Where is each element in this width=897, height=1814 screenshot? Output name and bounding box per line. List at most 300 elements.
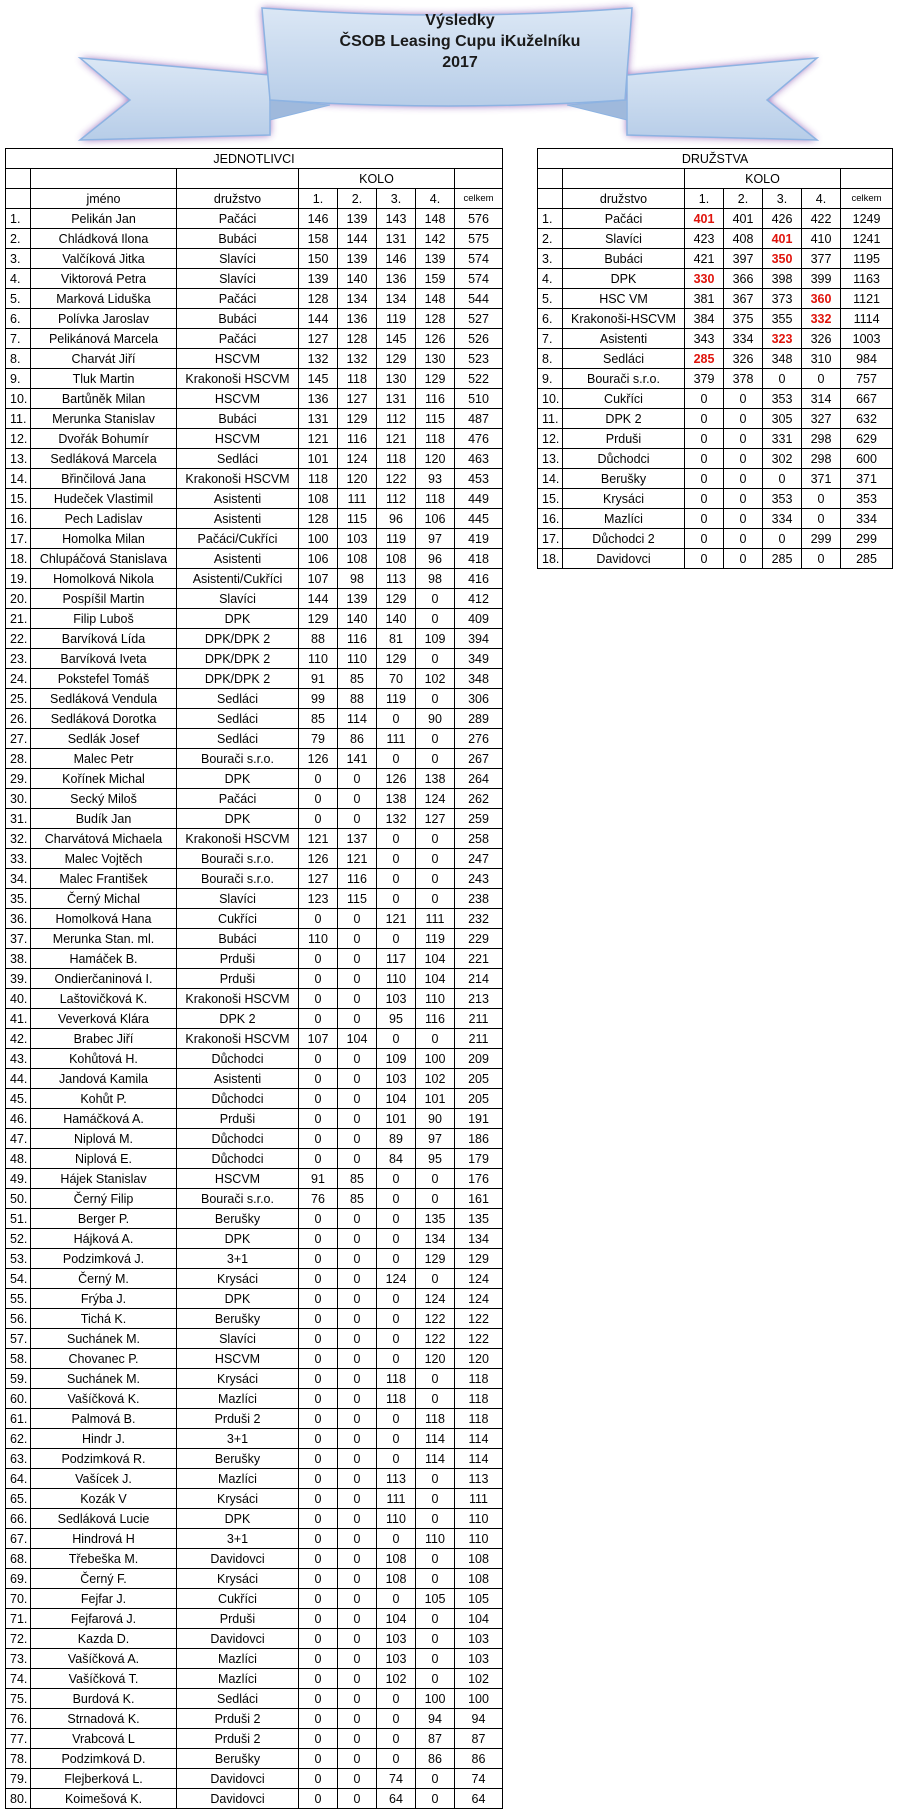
cell-round-2: 0: [338, 1449, 377, 1469]
table-row: [6, 1029, 503, 1049]
header-name: jméno: [31, 189, 177, 209]
cell-round-3: 398: [763, 269, 802, 289]
cell-total: 419: [455, 529, 503, 549]
cell-name: Kohůtová H.: [31, 1049, 177, 1069]
table-row: [6, 789, 503, 809]
cell-round-4: 0: [416, 1649, 455, 1669]
individuals-kolo-label: KOLO: [299, 169, 455, 189]
cell-round-4: 327: [802, 409, 841, 429]
cell-rank: 47.: [6, 1129, 31, 1149]
cell-round-2: 86: [338, 729, 377, 749]
cell-team: Davidovci: [177, 1769, 299, 1789]
cell-rank: 45.: [6, 1089, 31, 1109]
individuals-title-row: [6, 149, 503, 169]
cell-name: Marková Liduška: [31, 289, 177, 309]
cell-team: Cukříci: [177, 1589, 299, 1609]
cell-round-4: 114: [416, 1449, 455, 1469]
cell-round-1: 79: [299, 729, 338, 749]
cell-team: Mazlíci: [177, 1389, 299, 1409]
cell-total: 211: [455, 1009, 503, 1029]
cell-rank: 40.: [6, 989, 31, 1009]
cell-rank: 43.: [6, 1049, 31, 1069]
cell-round-1: 158: [299, 229, 338, 249]
cell-round-4: 105: [416, 1589, 455, 1609]
cell-total: 523: [455, 349, 503, 369]
table-row: [6, 309, 503, 329]
cell-total: 409: [455, 609, 503, 629]
cell-total: 135: [455, 1209, 503, 1229]
cell-rank: 55.: [6, 1289, 31, 1309]
cell-team: Mazlíci: [177, 1669, 299, 1689]
cell-round-1: 0: [299, 1229, 338, 1249]
cell-round-2: 408: [724, 229, 763, 249]
cell-round-3: 111: [377, 729, 416, 749]
cell-team: Prduši: [177, 969, 299, 989]
cell-rank: 75.: [6, 1689, 31, 1709]
cell-round-1: 0: [299, 1769, 338, 1789]
cell-name: Fejfar J.: [31, 1589, 177, 1609]
cell-team: Bubáci: [177, 409, 299, 429]
table-row: [6, 1529, 503, 1549]
cell-round-4: 0: [416, 1789, 455, 1809]
cell-round-2: 375: [724, 309, 763, 329]
cell-total: 487: [455, 409, 503, 429]
cell-round-2: 139: [338, 589, 377, 609]
cell-round-4: 0: [416, 689, 455, 709]
cell-round-1: 91: [299, 669, 338, 689]
cell-round-3: 0: [377, 1349, 416, 1369]
cell-round-4: 124: [416, 1289, 455, 1309]
cell-round-1: 0: [299, 1629, 338, 1649]
cell-round-2: 103: [338, 529, 377, 549]
cell-round-3: 0: [377, 1029, 416, 1049]
cell-round-1: 0: [685, 449, 724, 469]
cell-rank: 9.: [6, 369, 31, 389]
cell-round-3: 104: [377, 1089, 416, 1109]
cell-round-1: 118: [299, 469, 338, 489]
cell-round-1: 101: [299, 449, 338, 469]
table-row: [6, 1109, 503, 1129]
table-row: [538, 349, 893, 369]
individuals-kolo-row: [6, 169, 503, 189]
table-row: [538, 389, 893, 409]
cell-round-2: 140: [338, 269, 377, 289]
cell-round-1: 401: [685, 209, 724, 229]
cell-round-1: 423: [685, 229, 724, 249]
cell-round-3: 0: [377, 1729, 416, 1749]
cell-total: 544: [455, 289, 503, 309]
cell-round-1: 0: [299, 1249, 338, 1269]
cell-rank: 24.: [6, 669, 31, 689]
cell-total: 110: [455, 1529, 503, 1549]
cell-round-3: 0: [377, 1589, 416, 1609]
table-row: [6, 1169, 503, 1189]
cell-team: Důchodci: [177, 1129, 299, 1149]
cell-round-3: 104: [377, 1609, 416, 1629]
cell-rank: 16.: [538, 509, 563, 529]
cell-round-3: 323: [763, 329, 802, 349]
cell-name: Budík Jan: [31, 809, 177, 829]
cell-rank: 22.: [6, 629, 31, 649]
cell-round-1: 379: [685, 369, 724, 389]
cell-rank: 11.: [538, 409, 563, 429]
cell-round-1: 0: [299, 1269, 338, 1289]
cell-round-1: 0: [299, 1709, 338, 1729]
cell-round-4: 0: [416, 609, 455, 629]
table-row: [538, 429, 893, 449]
cell-team: Prduši: [177, 949, 299, 969]
cell-team: Sedláci: [177, 1689, 299, 1709]
cell-round-4: 0: [416, 729, 455, 749]
cell-round-1: 381: [685, 289, 724, 309]
cell-round-3: 0: [377, 829, 416, 849]
cell-name: Fejfarová J.: [31, 1609, 177, 1629]
cell-round-1: 85: [299, 709, 338, 729]
cell-rank: 15.: [538, 489, 563, 509]
cell-round-2: 0: [338, 1749, 377, 1769]
cell-rank: 19.: [6, 569, 31, 589]
cell-name: Kozák V: [31, 1489, 177, 1509]
table-row: [6, 1729, 503, 1749]
cell-total: 394: [455, 629, 503, 649]
cell-total: 629: [841, 429, 893, 449]
cell-round-2: 0: [338, 809, 377, 829]
table-row: [6, 1789, 503, 1809]
cell-rank: 48.: [6, 1149, 31, 1169]
cell-round-4: 129: [416, 1249, 455, 1269]
cell-rank: 6.: [538, 309, 563, 329]
banner-line-1: Výsledky: [425, 12, 495, 29]
cell-total: 111: [455, 1489, 503, 1509]
cell-round-3: 113: [377, 569, 416, 589]
cell-round-2: 115: [338, 889, 377, 909]
cell-round-4: 104: [416, 949, 455, 969]
cell-rank: 1.: [538, 209, 563, 229]
cell-rank: 35.: [6, 889, 31, 909]
cell-round-3: 131: [377, 229, 416, 249]
table-row: [6, 1189, 503, 1209]
cell-name: Jandová Kamila: [31, 1069, 177, 1089]
cell-round-4: 0: [416, 1169, 455, 1189]
cell-round-4: 159: [416, 269, 455, 289]
cell-team: Sedláci: [563, 349, 685, 369]
cell-team: Bourači s.r.o.: [177, 849, 299, 869]
cell-rank: 16.: [6, 509, 31, 529]
cell-total: 632: [841, 409, 893, 429]
cell-round-3: 103: [377, 989, 416, 1009]
cell-round-4: 0: [416, 1369, 455, 1389]
cell-round-4: 96: [416, 549, 455, 569]
cell-round-2: 0: [338, 1769, 377, 1789]
cell-team: Slavíci: [177, 889, 299, 909]
table-row: [6, 1469, 503, 1489]
cell-round-3: 111: [377, 1489, 416, 1509]
cell-total: 108: [455, 1549, 503, 1569]
cell-round-4: 310: [802, 349, 841, 369]
cell-round-3: 118: [377, 1369, 416, 1389]
cell-round-1: 129: [299, 609, 338, 629]
cell-round-3: 117: [377, 949, 416, 969]
header-total: celkem: [455, 189, 503, 209]
cell-round-1: 0: [299, 1109, 338, 1129]
cell-round-3: 0: [377, 1429, 416, 1449]
cell-round-4: 101: [416, 1089, 455, 1109]
teams-title: DRUŽSTVA: [538, 149, 893, 169]
cell-round-4: 100: [416, 1049, 455, 1069]
cell-round-4: 0: [416, 589, 455, 609]
cell-name: Valčíková Jitka: [31, 249, 177, 269]
cell-name: Chlupáčová Stanislava: [31, 549, 177, 569]
table-row: [6, 1549, 503, 1569]
cell-round-3: 145: [377, 329, 416, 349]
cell-rank: 3.: [538, 249, 563, 269]
cell-round-2: 0: [338, 769, 377, 789]
cell-round-1: 0: [299, 1389, 338, 1409]
table-row: [6, 609, 503, 629]
cell-round-3: 0: [377, 1689, 416, 1709]
cell-round-2: 115: [338, 509, 377, 529]
table-row: [6, 1509, 503, 1529]
cell-round-4: 118: [416, 429, 455, 449]
cell-rank: 44.: [6, 1069, 31, 1089]
cell-total: 371: [841, 469, 893, 489]
table-row: [538, 269, 893, 289]
table-row: [6, 849, 503, 869]
cell-round-3: 112: [377, 489, 416, 509]
cell-rank: 79.: [6, 1769, 31, 1789]
cell-round-4: 118: [416, 1409, 455, 1429]
cell-rank: 3.: [6, 249, 31, 269]
cell-total: 118: [455, 1369, 503, 1389]
cell-team: Důchodci: [177, 1049, 299, 1069]
cell-total: 418: [455, 549, 503, 569]
cell-team: Sedláci: [177, 729, 299, 749]
cell-total: 100: [455, 1689, 503, 1709]
cell-round-3: 84: [377, 1149, 416, 1169]
cell-rank: 7.: [6, 329, 31, 349]
cell-round-1: 0: [299, 969, 338, 989]
cell-round-3: 64: [377, 1789, 416, 1809]
cell-name: Flejberková L.: [31, 1769, 177, 1789]
cell-round-4: 0: [416, 1549, 455, 1569]
cell-round-4: 298: [802, 429, 841, 449]
cell-round-4: 128: [416, 309, 455, 329]
table-row: [6, 909, 503, 929]
cell-round-1: 343: [685, 329, 724, 349]
cell-rank: 60.: [6, 1389, 31, 1409]
cell-round-1: 0: [299, 1429, 338, 1449]
cell-total: 453: [455, 469, 503, 489]
cell-round-1: 0: [299, 1209, 338, 1229]
cell-round-4: 0: [416, 1489, 455, 1509]
cell-team: Bubáci: [177, 929, 299, 949]
cell-team: Krakonoši HSCVM: [177, 989, 299, 1009]
cell-total: 984: [841, 349, 893, 369]
cell-round-1: 0: [299, 1789, 338, 1809]
cell-round-3: 108: [377, 1569, 416, 1589]
cell-round-2: 0: [724, 469, 763, 489]
cell-round-2: 88: [338, 689, 377, 709]
cell-total: 476: [455, 429, 503, 449]
cell-round-4: 0: [416, 1389, 455, 1409]
cell-round-1: 0: [299, 1009, 338, 1029]
cell-round-2: 0: [338, 789, 377, 809]
cell-round-1: 0: [299, 1329, 338, 1349]
table-row: [6, 1349, 503, 1369]
cell-team: Krakonoši HSCVM: [177, 829, 299, 849]
cell-rank: 18.: [6, 549, 31, 569]
cell-round-3: 131: [377, 389, 416, 409]
cell-round-3: 108: [377, 1549, 416, 1569]
table-row: [6, 1409, 503, 1429]
cell-round-2: 0: [338, 1409, 377, 1429]
cell-round-4: 371: [802, 469, 841, 489]
cell-round-2: 366: [724, 269, 763, 289]
cell-rank: 53.: [6, 1249, 31, 1269]
cell-round-2: 121: [338, 849, 377, 869]
cell-round-2: 0: [724, 509, 763, 529]
table-row: [6, 1209, 503, 1229]
cell-round-1: 144: [299, 309, 338, 329]
cell-round-4: 0: [416, 1769, 455, 1789]
cell-round-4: 109: [416, 629, 455, 649]
cell-team: Krysáci: [177, 1269, 299, 1289]
cell-round-4: 134: [416, 1229, 455, 1249]
cell-team: DPK 2: [563, 409, 685, 429]
cell-total: 179: [455, 1149, 503, 1169]
cell-round-4: 0: [802, 509, 841, 529]
cell-round-1: 100: [299, 529, 338, 549]
cell-round-2: 0: [338, 1469, 377, 1489]
cell-name: Niplová M.: [31, 1129, 177, 1149]
cell-rank: 4.: [6, 269, 31, 289]
table-row: [6, 1449, 503, 1469]
cell-round-3: 0: [377, 1749, 416, 1769]
cell-round-3: 0: [377, 1309, 416, 1329]
cell-round-3: 0: [377, 1329, 416, 1349]
cell-round-4: 120: [416, 449, 455, 469]
cell-round-1: 0: [299, 1529, 338, 1549]
table-row: [6, 829, 503, 849]
cell-round-4: 0: [416, 1269, 455, 1289]
cell-round-1: 99: [299, 689, 338, 709]
cell-team: DPK/DPK 2: [177, 669, 299, 689]
header-round-4: 4.: [416, 189, 455, 209]
cell-total: 306: [455, 689, 503, 709]
teams-header-total: celkem: [841, 189, 893, 209]
cell-team: Cukříci: [177, 909, 299, 929]
cell-round-3: 119: [377, 529, 416, 549]
cell-rank: 10.: [538, 389, 563, 409]
table-row: [6, 689, 503, 709]
cell-round-1: 0: [299, 1729, 338, 1749]
cell-round-4: 0: [416, 829, 455, 849]
cell-round-1: 127: [299, 869, 338, 889]
cell-team: Sedláci: [177, 449, 299, 469]
table-row: [6, 1589, 503, 1609]
table-row: [6, 549, 503, 569]
cell-total: 575: [455, 229, 503, 249]
cell-round-1: 0: [299, 1149, 338, 1169]
cell-round-2: 0: [338, 1689, 377, 1709]
cell-total: 113: [455, 1469, 503, 1489]
cell-name: Bartůněk Milan: [31, 389, 177, 409]
cell-round-2: 110: [338, 649, 377, 669]
cell-total: 267: [455, 749, 503, 769]
table-row: [6, 989, 503, 1009]
cell-team: DPK: [177, 769, 299, 789]
cell-team: Sedláci: [177, 709, 299, 729]
cell-rank: 51.: [6, 1209, 31, 1229]
table-row: [6, 329, 503, 349]
cell-rank: 67.: [6, 1529, 31, 1549]
cell-round-2: 104: [338, 1029, 377, 1049]
cell-round-1: 139: [299, 269, 338, 289]
cell-team: Berušky: [177, 1209, 299, 1229]
cell-total: 229: [455, 929, 503, 949]
cell-round-1: 0: [299, 1289, 338, 1309]
cell-round-1: 0: [299, 809, 338, 829]
cell-total: 211: [455, 1029, 503, 1049]
cell-total: 102: [455, 1669, 503, 1689]
cell-round-1: 0: [299, 1569, 338, 1589]
table-row: [6, 949, 503, 969]
cell-round-3: 0: [377, 849, 416, 869]
cell-round-3: 0: [377, 1449, 416, 1469]
cell-round-4: 148: [416, 209, 455, 229]
cell-round-4: 95: [416, 1149, 455, 1169]
cell-total: 94: [455, 1709, 503, 1729]
cell-round-3: 302: [763, 449, 802, 469]
cell-round-2: 0: [338, 1009, 377, 1029]
cell-team: Bourači s.r.o.: [177, 1189, 299, 1209]
cell-total: 757: [841, 369, 893, 389]
cell-round-2: 0: [338, 929, 377, 949]
cell-team: Asistenti: [177, 1069, 299, 1089]
cell-round-1: 106: [299, 549, 338, 569]
cell-round-2: 134: [338, 289, 377, 309]
table-row: [6, 489, 503, 509]
cell-round-3: 101: [377, 1109, 416, 1129]
cell-total: 264: [455, 769, 503, 789]
cell-total: 667: [841, 389, 893, 409]
cell-round-1: 0: [299, 1749, 338, 1769]
table-row: [6, 369, 503, 389]
cell-team: DPK: [177, 1509, 299, 1529]
cell-round-2: 114: [338, 709, 377, 729]
cell-rank: 26.: [6, 709, 31, 729]
cell-round-3: 124: [377, 1269, 416, 1289]
cell-round-4: 142: [416, 229, 455, 249]
cell-round-4: 0: [416, 1029, 455, 1049]
teams-header-round-4: 4.: [802, 189, 841, 209]
cell-name: Vašíčková T.: [31, 1669, 177, 1689]
cell-team: Slavíci: [177, 269, 299, 289]
cell-round-3: 81: [377, 629, 416, 649]
cell-name: Podzimková R.: [31, 1449, 177, 1469]
cell-team: Krakonoši HSCVM: [177, 469, 299, 489]
cell-round-1: 0: [299, 1549, 338, 1569]
cell-round-1: 0: [299, 1349, 338, 1369]
cell-team: DPK: [177, 609, 299, 629]
cell-rank: 17.: [6, 529, 31, 549]
cell-rank: 36.: [6, 909, 31, 929]
cell-name: Pokstefel Tomáš: [31, 669, 177, 689]
cell-team: Důchodci: [177, 1149, 299, 1169]
cell-round-4: 120: [416, 1349, 455, 1369]
cell-name: Secký Miloš: [31, 789, 177, 809]
cell-round-3: 129: [377, 589, 416, 609]
